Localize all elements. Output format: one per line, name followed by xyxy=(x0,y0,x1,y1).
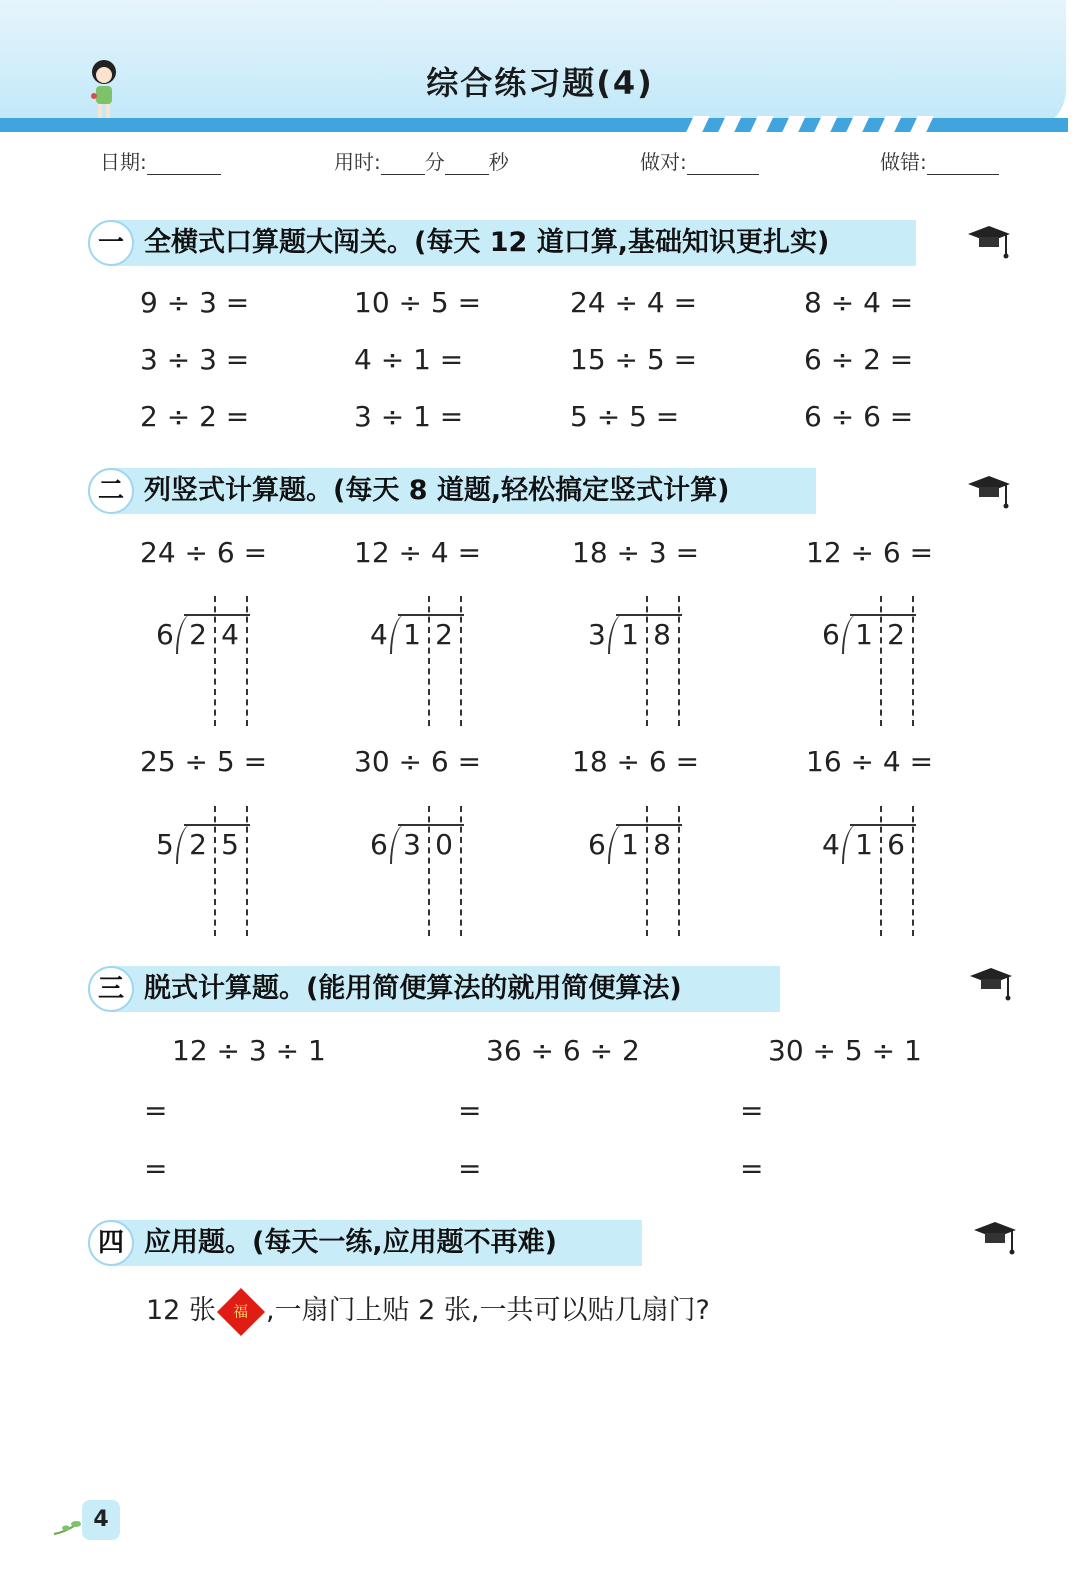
time-label: 用时: xyxy=(334,150,381,174)
dividend-digit: 1 xyxy=(403,618,421,651)
oral-problem: 4 ÷ 1 = xyxy=(354,343,464,376)
vertical-problem: 24 ÷ 6 = xyxy=(140,536,268,569)
section-4-banner xyxy=(88,1220,644,1266)
vertical-problem: 18 ÷ 6 = xyxy=(572,745,700,778)
divisor: 4 xyxy=(370,618,388,651)
long-division-box[interactable] xyxy=(156,596,266,736)
vertical-problem: 30 ÷ 6 = xyxy=(354,745,482,778)
section-1-banner xyxy=(88,220,918,266)
long-division-box[interactable] xyxy=(822,806,932,946)
divisor: 3 xyxy=(588,618,606,651)
dividend-digit: 2 xyxy=(189,828,207,861)
division-bar xyxy=(850,824,916,826)
graduation-cap-icon xyxy=(972,1218,1018,1258)
section-number: 四 xyxy=(88,1220,134,1266)
guide-line xyxy=(214,806,216,936)
section-title: 应用题。(每天一练,应用题不再难) xyxy=(144,1227,557,1258)
section-title: 脱式计算题。(能用简便算法的就用简便算法) xyxy=(144,973,682,1004)
long-division-box[interactable] xyxy=(370,596,480,736)
equals-sign[interactable]: = xyxy=(144,1094,168,1127)
guide-line xyxy=(912,806,914,936)
guide-line xyxy=(214,596,216,726)
section-number: 一 xyxy=(88,220,134,266)
page-number: 4 xyxy=(82,1500,120,1540)
long-division-box[interactable] xyxy=(588,596,698,736)
guide-line xyxy=(678,806,680,936)
division-bar xyxy=(850,614,916,616)
graduation-cap-icon xyxy=(966,222,1012,262)
divisor: 5 xyxy=(156,828,174,861)
guide-line xyxy=(246,596,248,726)
oral-problem: 2 ÷ 2 = xyxy=(140,400,250,433)
division-bar xyxy=(398,614,464,616)
division-bar xyxy=(616,614,682,616)
section-3-banner xyxy=(88,966,782,1012)
wrong-label: 做错: xyxy=(880,150,927,174)
equals-sign[interactable]: = xyxy=(740,1094,764,1127)
dividend-digit: 8 xyxy=(653,828,671,861)
word-problem xyxy=(146,1288,710,1329)
word-problem-prefix: 12 张 xyxy=(146,1295,216,1326)
guide-line xyxy=(880,806,882,936)
long-division-box[interactable] xyxy=(588,806,698,946)
vertical-problem: 25 ÷ 5 = xyxy=(140,745,268,778)
dividend-digit: 2 xyxy=(189,618,207,651)
minute-blank[interactable] xyxy=(381,154,425,175)
page-title: 综合练习题(4) xyxy=(426,64,654,102)
stepwise-problem: 12 ÷ 3 ÷ 1 xyxy=(172,1034,326,1067)
section-title: 列竖式计算题。(每天 8 道题,轻松搞定竖式计算) xyxy=(144,475,730,506)
long-division-box[interactable] xyxy=(822,596,932,736)
graduation-cap-icon xyxy=(968,964,1014,1004)
dividend-digit: 1 xyxy=(621,618,639,651)
divisor: 6 xyxy=(156,618,174,651)
vertical-problem: 16 ÷ 4 = xyxy=(806,745,934,778)
dividend-digit: 0 xyxy=(435,828,453,861)
section-title: 全横式口算题大闯关。(每天 12 道口算,基础知识更扎实) xyxy=(144,227,830,258)
dividend-digit: 1 xyxy=(855,618,873,651)
guide-line xyxy=(460,596,462,726)
division-bar xyxy=(616,824,682,826)
equals-sign[interactable]: = xyxy=(740,1152,764,1185)
divisor: 6 xyxy=(822,618,840,651)
guide-line xyxy=(428,596,430,726)
section-2-banner xyxy=(88,468,818,514)
oral-problem: 24 ÷ 4 = xyxy=(570,286,698,319)
guide-line xyxy=(880,596,882,726)
dividend-digit: 5 xyxy=(221,828,239,861)
oral-problem: 15 ÷ 5 = xyxy=(570,343,698,376)
guide-line xyxy=(428,806,430,936)
dividend-digit: 1 xyxy=(621,828,639,861)
vertical-problem: 12 ÷ 4 = xyxy=(354,536,482,569)
correct-field[interactable] xyxy=(640,146,759,175)
guide-line xyxy=(912,596,914,726)
oral-problem: 3 ÷ 1 = xyxy=(354,400,464,433)
minute-label: 分 xyxy=(424,150,445,174)
correct-label: 做对: xyxy=(640,150,687,174)
dividend-digit: 8 xyxy=(653,618,671,651)
dividend-digit: 1 xyxy=(855,828,873,861)
vertical-problem: 18 ÷ 3 = xyxy=(572,536,700,569)
equals-sign[interactable]: = xyxy=(458,1094,482,1127)
division-bar xyxy=(398,824,464,826)
equals-sign[interactable]: = xyxy=(458,1152,482,1185)
wrong-field[interactable] xyxy=(880,146,999,175)
division-bar xyxy=(184,824,250,826)
oral-problem: 6 ÷ 2 = xyxy=(804,343,914,376)
guide-line xyxy=(246,806,248,936)
date-label: 日期: xyxy=(100,150,147,174)
graduation-cap-icon xyxy=(966,472,1012,512)
oral-problem: 10 ÷ 5 = xyxy=(354,286,482,319)
header-stripe xyxy=(0,118,1068,132)
date-field[interactable] xyxy=(100,146,221,175)
guide-line xyxy=(646,806,648,936)
oral-problem: 8 ÷ 4 = xyxy=(804,286,914,319)
dividend-digit: 3 xyxy=(403,828,421,861)
dividend-digit: 6 xyxy=(887,828,905,861)
stepwise-problem: 36 ÷ 6 ÷ 2 xyxy=(486,1034,640,1067)
correct-blank[interactable] xyxy=(687,154,759,175)
guide-line xyxy=(678,596,680,726)
dividend-digit: 2 xyxy=(435,618,453,651)
long-division-box[interactable] xyxy=(156,806,266,946)
oral-problem: 6 ÷ 6 = xyxy=(804,400,914,433)
second-label: 秒 xyxy=(488,150,509,174)
divisor: 6 xyxy=(588,828,606,861)
section-number: 二 xyxy=(88,468,134,514)
sprout-icon xyxy=(52,1516,84,1538)
guide-line xyxy=(646,596,648,726)
word-problem-suffix: ,一扇门上贴 2 张,一共可以贴几扇门? xyxy=(265,1295,710,1326)
divisor: 6 xyxy=(370,828,388,861)
divisor: 4 xyxy=(822,828,840,861)
equals-sign[interactable]: = xyxy=(144,1152,168,1185)
fu-character-icon: 福 xyxy=(217,1287,265,1335)
wrong-blank[interactable] xyxy=(927,154,999,175)
time-field[interactable] xyxy=(334,146,509,175)
oral-problem: 5 ÷ 5 = xyxy=(570,400,680,433)
dividend-digit: 2 xyxy=(887,618,905,651)
dividend-digit: 4 xyxy=(221,618,239,651)
guide-line xyxy=(460,806,462,936)
second-blank[interactable] xyxy=(445,154,489,175)
date-blank[interactable] xyxy=(147,154,221,175)
oral-problem: 9 ÷ 3 = xyxy=(140,286,250,319)
section-number: 三 xyxy=(88,966,134,1012)
oral-problem: 3 ÷ 3 = xyxy=(140,343,250,376)
long-division-box[interactable] xyxy=(370,806,480,946)
division-bar xyxy=(184,614,250,616)
vertical-problem: 12 ÷ 6 = xyxy=(806,536,934,569)
stepwise-problem: 30 ÷ 5 ÷ 1 xyxy=(768,1034,922,1067)
